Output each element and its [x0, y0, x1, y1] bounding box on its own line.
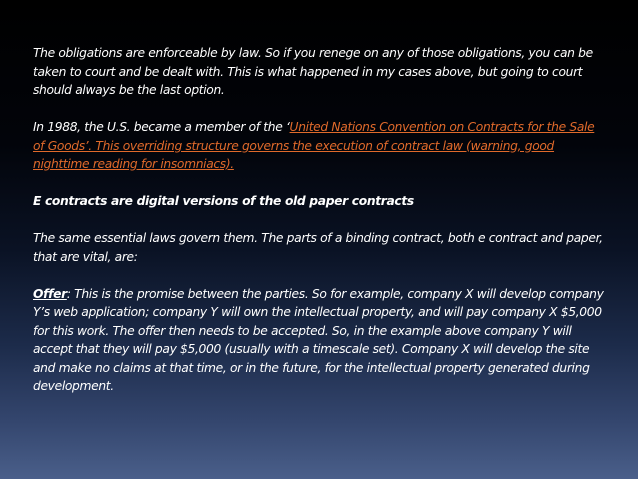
- obligations-paragraph: The obligations are enforceable by law. So if you renege on any of those obligations, you can be taken to court and be dealt with. This is what happened in my cases above, but going to court should always be the last option.: [33, 46, 593, 97]
- spacer: [33, 211, 608, 230]
- offer-description: : This is the promise between the parties. So for example, company X will develop company Y’s web application; company Y will own the intellectual property, and will pay company X $5,000 for this work. The offer then needs to be accepted. So, in the example above company Y will accept that they will pay $5,000 (usually with a timescale set). Company X will develop the site and make no claims at that time, or in the future, for the intellectual property generated during development.: [33, 286, 604, 393]
- spacer: [33, 100, 608, 119]
- offer-paragraph: [33, 285, 608, 396]
- spacer: [33, 174, 608, 193]
- convention-intro-text: In 1988, the U.S. became a member of the ‘: [33, 120, 290, 134]
- e-contracts-heading: E contracts are digital versions of the old paper contracts: [33, 194, 414, 208]
- convention-paragraph: [33, 118, 608, 174]
- slide-body-text: [33, 44, 608, 396]
- essential-laws-paragraph: The same essential laws govern them. The parts of a binding contract, both e contract and paper, that are vital, are:: [33, 231, 603, 264]
- offer-term: Offer: [33, 286, 67, 301]
- spacer: [33, 266, 608, 285]
- un-convention-link[interactable]: United Nations Convention on Contracts for the Sale of Goods’. This overriding structure governs the execution of contract law (warning, good nighttime reading for insomniacs).: [33, 120, 595, 171]
